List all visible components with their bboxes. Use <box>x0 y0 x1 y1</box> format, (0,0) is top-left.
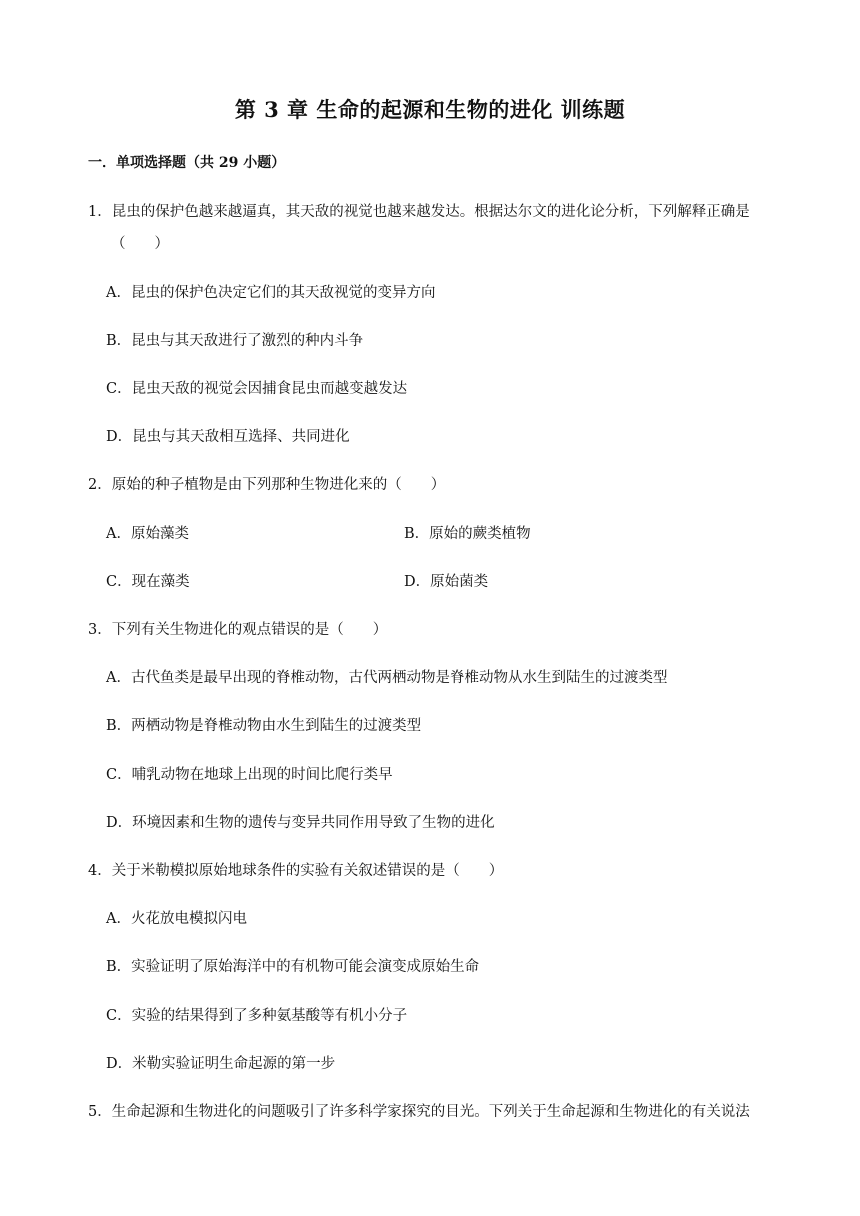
question-3-option-a: A．古代鱼类是最早出现的脊椎动物，古代两栖动物是脊椎动物从水生到陆生的过渡类型 <box>106 670 668 686</box>
question-3-option-d: D．环境因素和生物的遗传与变异共同作用导致了生物的进化 <box>106 815 495 831</box>
question-2-option-a: A．原始藻类 <box>106 526 189 542</box>
question-4-option-d: D．米勒实验证明生命起源的第一步 <box>106 1056 336 1072</box>
section-heading: 一．单项选择题（共 29 小题） <box>88 155 286 171</box>
question-3-stem: 3．下列有关生物进化的观点错误的是（ ） <box>88 622 388 638</box>
question-2-stem: 2．原始的种子植物是由下列那种生物进化来的（ ） <box>88 477 446 493</box>
question-2-option-c: C．现在藻类 <box>106 574 190 590</box>
page-title: 第 3 章 生命的起源和生物的进化 训练题 <box>234 97 626 122</box>
question-2-option-d: D．原始菌类 <box>404 574 489 590</box>
question-4-option-a: A．火花放电模拟闪电 <box>106 911 247 927</box>
question-4-stem: 4．关于米勒模拟原始地球条件的实验有关叙述错误的是（ ） <box>88 863 504 879</box>
question-4-option-c: C．实验的结果得到了多种氨基酸等有机小分子 <box>106 1008 408 1024</box>
question-3-option-c: C．哺乳动物在地球上出现的时间比爬行类早 <box>106 767 393 783</box>
question-1-stem-cont: （ ） <box>111 236 169 252</box>
question-1-option-c: C．昆虫天敌的视觉会因捕食昆虫而越变越发达 <box>106 381 408 397</box>
question-4-option-b: B．实验证明了原始海洋中的有机物可能会演变成原始生命 <box>106 959 480 975</box>
question-1-option-a: A．昆虫的保护色决定它们的其天敌视觉的变异方向 <box>106 285 436 301</box>
question-3-option-b: B．两栖动物是脊椎动物由水生到陆生的过渡类型 <box>106 718 422 734</box>
question-1-stem: 1．昆虫的保护色越来越逼真，其天敌的视觉也越来越发达。根据达尔文的进化论分析，下列解释正确是 <box>88 204 750 220</box>
question-1-option-b: B．昆虫与其天敌进行了激烈的种内斗争 <box>106 333 364 349</box>
question-2-option-b: B．原始的蕨类植物 <box>404 526 531 542</box>
question-1-option-d: D．昆虫与其天敌相互选择、共同进化 <box>106 429 350 445</box>
question-5-stem: 5．生命起源和生物进化的问题吸引了许多科学家探究的目光。下列关于生命起源和生物进化的有关说法 <box>88 1104 750 1120</box>
